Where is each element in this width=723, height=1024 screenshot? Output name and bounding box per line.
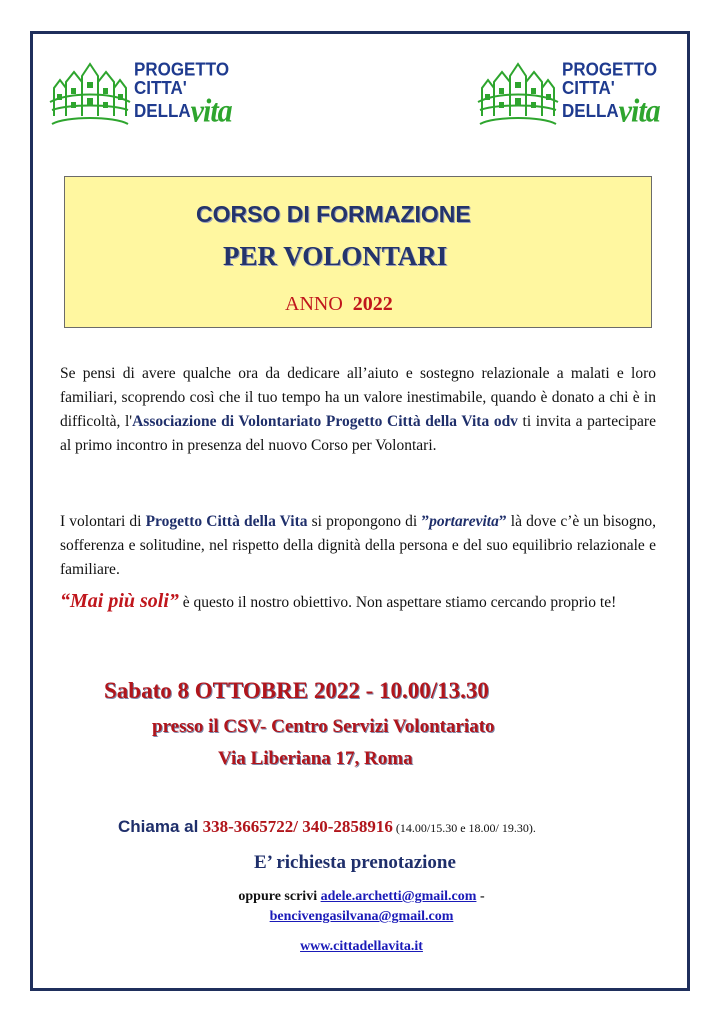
- title-year: [285, 293, 393, 316]
- volunteers-end: là dove c’è un bisogno, sofferenza e solitudine, nel rispetto della dignità della persona e del suo equilibrio relazionale e familiare.: [60, 513, 657, 578]
- phone-numbers: 338-3665722/ 340-2858916: [198, 817, 393, 836]
- motto: portarevita: [429, 513, 499, 530]
- volunteers-paragraph: [60, 510, 656, 582]
- email-line: [0, 889, 723, 905]
- call-label: Chiama al: [118, 817, 199, 836]
- call-hours: (14.00/15.30 e 18.00/ 19.30).: [392, 821, 536, 835]
- year-label: ANNO: [285, 293, 343, 315]
- association-name: Associazione di Volontariato Progetto Città della Vita odv: [132, 413, 518, 430]
- logo-line-3: DELLA: [562, 100, 619, 122]
- logo-vita: vita: [190, 93, 232, 130]
- logo-line-1: PROGETTO: [134, 58, 230, 80]
- volunteers-start: I volontari di: [60, 513, 146, 530]
- logo-line-2: CITTA': [134, 77, 187, 99]
- logo-vita: vita: [618, 93, 660, 130]
- event-address: Via Liberiana 17, Roma: [218, 748, 413, 769]
- email-link-2[interactable]: bencivengasilvana@gmail.com: [269, 909, 454, 924]
- intro-text: Se pensi di avere qualche ora da dedicare all’aiuto e sostegno relazionale a malati e loro familiari, scoprendo così che il tuo tempo ha un valore inestimabile, quando è donato a chi è in difficoltà, l': [60, 365, 656, 430]
- logo-line-3-row: [562, 93, 660, 130]
- intro-text-end: ti invita a partecipare al primo incontro in presenza del nuovo Corso per Volontari.: [60, 413, 656, 454]
- volunteers-mid: si propongono di: [307, 513, 422, 530]
- intro-paragraph: [60, 362, 656, 458]
- logo-line-2: CITTA': [562, 77, 615, 99]
- logo-left: [46, 58, 236, 130]
- org-name: Progetto Città della Vita: [145, 513, 308, 530]
- logo-line-3-row: [134, 93, 232, 130]
- year-value: 2022: [352, 293, 393, 315]
- email-line-2: [0, 909, 723, 925]
- event-venue: presso il CSV- Centro Servizi Volontariato: [152, 716, 495, 737]
- logo-line-1: PROGETTO: [562, 58, 658, 80]
- title-line-1: CORSO DI FORMAZIONE: [196, 201, 471, 227]
- event-date: Sabato 8 OTTOBRE 2022 - 10.00/13.30: [104, 678, 489, 703]
- website-line: [0, 939, 723, 955]
- email-link-1[interactable]: adele.archetti@gmail.com: [320, 889, 477, 904]
- goal-text: è questo il nostro obiettivo. Non aspettare stiamo cercando proprio te!: [178, 594, 617, 611]
- booking-required: E’ richiesta prenotazione: [254, 852, 456, 873]
- close-quote: ”: [498, 513, 507, 530]
- logo-line-3: DELLA: [134, 100, 191, 122]
- castle-icon: [474, 58, 562, 130]
- email-separator: -: [476, 889, 485, 904]
- logo-right: [474, 58, 664, 130]
- goal-paragraph: [60, 589, 656, 615]
- call-line: [118, 817, 536, 837]
- slogan: “Mai più soli”: [60, 590, 179, 612]
- open-quote: ”: [421, 513, 430, 530]
- title-box: [64, 176, 652, 328]
- castle-icon: [46, 58, 134, 130]
- logo-wordmark: [562, 58, 660, 130]
- title-line-2: PER VOLONTARI: [223, 241, 448, 271]
- write-label: oppure scrivi: [238, 889, 321, 904]
- logo-wordmark: [134, 58, 232, 130]
- website-link[interactable]: www.cittadellavita.it: [300, 939, 423, 954]
